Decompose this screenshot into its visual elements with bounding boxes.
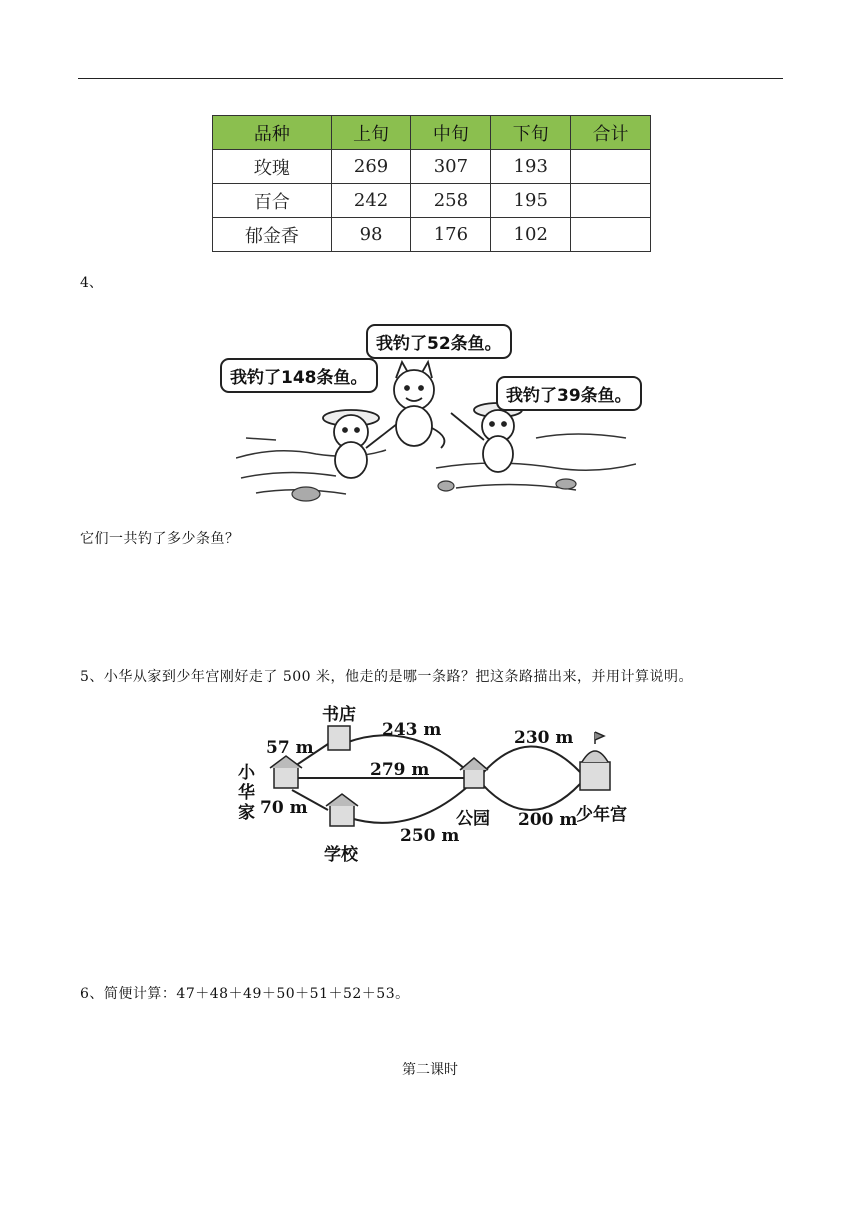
label-school: 学校 (324, 845, 358, 865)
table-cell: 307 (411, 150, 491, 184)
table-row (213, 184, 651, 218)
table-cell: 258 (411, 184, 491, 218)
speech-bubble-52: 我钓了52条鱼。 (366, 324, 512, 359)
distance-park-palace-top: 230 m (514, 728, 574, 748)
table-cell: 玫瑰 (213, 150, 332, 184)
table-header-cell: 品种 (213, 116, 332, 150)
table-cell: 269 (331, 150, 411, 184)
label-park: 公园 (456, 809, 490, 829)
path-school-park (350, 788, 466, 823)
table-cell: 176 (411, 218, 491, 252)
distance-park-palace-bottom: 200 m (518, 810, 578, 830)
table-cell-total (571, 150, 651, 184)
question-4-text: 它们一共钓了多少条鱼？ (80, 531, 240, 547)
palace-building-icon (580, 762, 610, 790)
distance-home-bookstore: 57 m (266, 738, 314, 758)
label-bookstore: 书店 (322, 705, 356, 725)
flower-sales-table (212, 115, 651, 252)
table-cell: 百合 (213, 184, 332, 218)
label-home-3: 家 (238, 803, 255, 823)
speech-bubble-39: 我钓了39条鱼。 (496, 376, 642, 411)
distance-home-park: 279 m (370, 760, 430, 780)
question-4-number: 4、 (80, 275, 103, 291)
speech-bubble-148: 我钓了148条鱼。 (220, 358, 378, 393)
table-cell-total (571, 218, 651, 252)
home-building-icon (274, 766, 298, 788)
table-cell-total (571, 184, 651, 218)
table-cell: 98 (331, 218, 411, 252)
table-header-cell: 下旬 (491, 116, 571, 150)
section-footer: 第二课时 (402, 1062, 458, 1078)
label-home-1: 小 (238, 763, 255, 783)
route-map (230, 700, 650, 865)
school-building-icon (330, 804, 354, 826)
table-header-cell: 合计 (571, 116, 651, 150)
table-cell: 195 (491, 184, 571, 218)
header-rule (78, 78, 783, 79)
park-building-icon (464, 768, 484, 788)
table-cell: 102 (491, 218, 571, 252)
distance-school-park: 250 m (400, 826, 460, 846)
table-row (213, 150, 651, 184)
table-header-cell: 上旬 (331, 116, 411, 150)
question-5-text: 5、小华从家到少年宫刚好走了 500 米，他走的是哪一条路？把这条路描出来，并用计算说明。 (80, 669, 694, 685)
table-header-row (213, 116, 651, 150)
table-row (213, 218, 651, 252)
bookstore-building-icon (328, 726, 350, 750)
distance-home-school: 70 m (260, 798, 308, 818)
path-park-palace-bottom (482, 784, 580, 810)
table-cell: 193 (491, 150, 571, 184)
fishing-cats-illustration (230, 318, 636, 508)
table-cell: 郁金香 (213, 218, 332, 252)
path-park-palace-top (482, 746, 580, 774)
label-home-2: 华 (238, 783, 255, 803)
question-6-text: 6、简便计算：47＋48＋49＋50＋51＋52＋53。 (80, 986, 410, 1002)
label-palace: 少年宫 (576, 805, 627, 825)
distance-bookstore-park: 243 m (382, 720, 442, 740)
table-cell: 242 (331, 184, 411, 218)
table-header-cell: 中旬 (411, 116, 491, 150)
